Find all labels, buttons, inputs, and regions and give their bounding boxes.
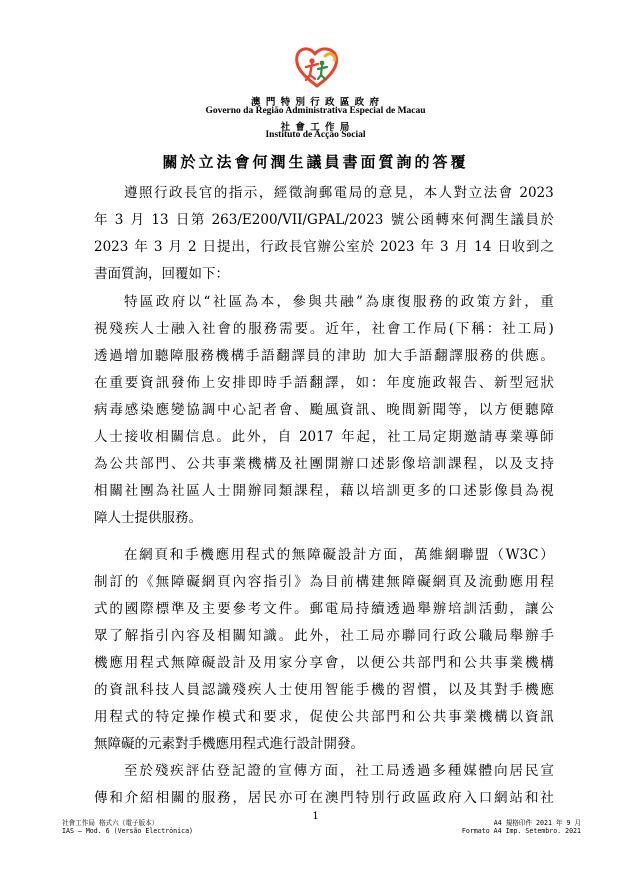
text-line: 人 士 接 收 相 關 信 息 。 此 外 ， 自 2017 年 起 ， 社 工 局 定 期 邀 請 專 業 導 師 [94,429,554,445]
text-line: 機 應 用 程 式 無 障 礙 設 計 及 用 家 分 享 會 ， 以 便 公 共 部 門 和 公 共 事 業 機 構 [94,655,554,671]
text-line: 制 訂 的 《 無 障 礙 網 頁 內 容 指 引 》 為 目 前 構 建 無 障 礙 網 頁 及 流 動 應 用 程 [94,574,554,590]
footer-format-zh: A4 規格印件 2021 年 9 月 [493,819,581,827]
text-line: 視 殘 疾 人 士 融 入 社 會 的 服 務 需 要 。 近 年 ， 社 會 工 作 局 ( 下 稱 ： 社 工 局 ) [94,321,554,337]
page-number: 1 [312,811,319,822]
text-line: 用 程 式 的 特 定 操 作 模 式 和 要 求 ， 促 使 公 共 部 門 和 公 共 事 業 機 構 以 資 訊 [94,709,554,725]
text-line: 眾 了 解 指 引 內 容 及 相 關 知 識 。 此 外 ， 社 工 局 亦 聯 同 行 政 公 職 局 舉 辦 手 [94,628,554,644]
footer-form-pt: IAS – Mod. 6 (Versão Electrónica) [62,827,194,835]
text-line: 至 於 殘 疾 評 估 登 記 證 的 宣 傳 方 面 ， 社 工 局 透 過 多 種 媒 體 向 居 民 宣 [124,763,554,779]
paragraph-4 [94,758,554,812]
text-line: 年 3 月 13 日 第 263/E200/VII/GPAL/2023 號 公 函 轉 來 何 潤 生 議 員 於 [94,212,554,228]
document-title: 關於立法會何潤生議員書面質詢的答覆 [162,153,469,171]
text-line: 透 過 增 加 聽 障 服 務 機 構 手 語 翻 譯 員 的 津 助 加 大 手 語 翻 譯 服 務 的 供 應 。 [94,348,554,364]
text-line: 傳 和 介 紹 相 關 的 服 務 ， 居 民 亦 可 在 澳 門 特 別 行 政 區 政 府 入 口 網 站 和 社 [94,790,554,806]
text-line: 無障礙的元素對手機應用程式進行設計開發。 [94,736,364,752]
text-line: 障人士提供服務。 [94,510,202,526]
paragraph-1 [94,180,554,288]
text-line: 為 公 共 部 門 、 公 共 事 業 機 構 及 社 團 開 辦 口 述 影 像 培 訓 課 程 ， 以 及 支 持 [94,456,554,472]
header-gov-pt: Governo da Região Administrativa Especial de Macau [205,106,426,116]
header-gov-zh: 澳 門 特 別 行 政 區 政 府 [251,97,380,108]
text-line: 在 網 頁 和 手 機 應 用 程 式 的 無 障 礙 設 計 方 面 ， 萬 維 網 聯 盟 （ W3C ） [124,547,554,563]
text-line: 遵 照 行 政 長 官 的 指 示 ， 經 徵 詢 郵 電 局 的 意 見 ， 本 人 對 立 法 會 2023 [124,185,554,201]
text-line: 的 資 訊 科 技 人 員 認 識 殘 疾 人 士 使 用 智 能 手 機 的 習 慣 ， 以 及 其 對 手 機 應 [94,682,554,698]
text-line: 式 的 國 際 標 準 及 主 要 參 考 文 件 。 郵 電 局 持 續 透 過 舉 辦 培 訓 活 動 ， 讓 公 [94,601,554,617]
ias-logo [291,42,343,90]
text-line: 病 毒 感 染 應 變 協 調 中 心 記 者 會 、 颱 風 資 訊 、 晚 間 新 聞 等 ， 以 方 便 聽 障 [94,402,554,418]
header-ias-zh: 社 會 工 作 局 [280,122,351,133]
footer-form-zh: 社會工作局 格式六（電子版本） [62,819,159,827]
header-ias-pt: Instituto de Acção Social [265,130,366,140]
text-line: 相 關 社 團 為 社 區 人 士 開 辦 同 類 課 程 ， 藉 以 培 訓 更 多 的 口 述 影 像 員 為 視 [94,483,554,499]
text-line: 書面質詢，回覆如下： [94,266,229,282]
paragraph-2 [94,289,554,532]
paragraph-3 [94,542,554,758]
text-line: 特 區 政 府 以 “ 社 區 為 本 ， 參 與 共 融 ” 為 康 復 服 務 的 政 策 方 針 ， 重 [124,294,554,310]
footer-format-pt: Formato A4 Imp. Setembro. 2021 [461,827,581,835]
text-line: 在 重 要 資 訊 發 佈 上 安 排 即 時 手 語 翻 譯 ， 如 ： 年 度 施 政 報 告 、 新 型 冠 狀 [94,375,554,391]
text-line: 2023 年 3 月 2 日 提 出 ， 行 政 長 官 辦 公 室 於 2023 年 3 月 14 日 收 到 之 [94,239,554,255]
